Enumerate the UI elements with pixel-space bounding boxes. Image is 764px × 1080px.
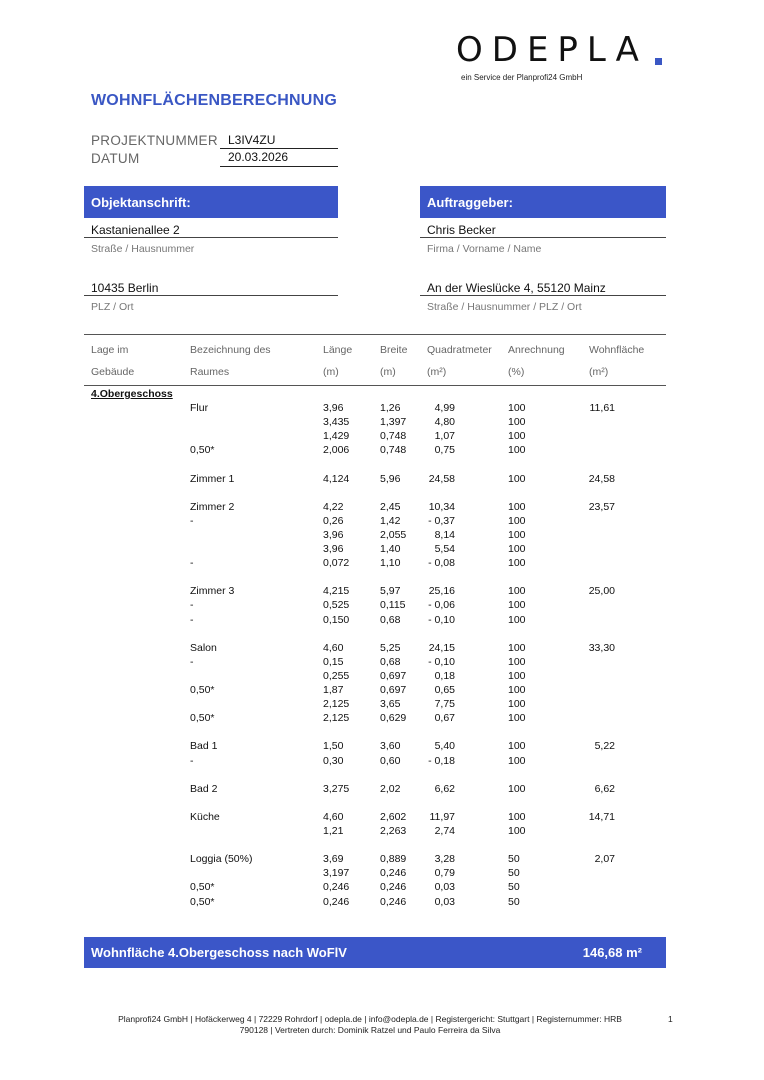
cell-len: 4,215 xyxy=(323,585,350,598)
cell-len: 0,150 xyxy=(323,613,350,626)
cell-qm: 0,67 xyxy=(434,712,455,725)
cell-wid: 0,748 xyxy=(380,444,407,457)
cell-wf: 24,58 xyxy=(588,472,615,485)
cell-len: 0,072 xyxy=(323,557,350,570)
cell-name: Zimmer 1 xyxy=(190,472,235,485)
cell-wid: 0,68 xyxy=(380,655,401,668)
cell-pct: 100 xyxy=(508,402,526,414)
cell-qm: 0,79 xyxy=(434,867,455,880)
cell-wid: 2,055 xyxy=(380,528,407,541)
client-name-underline xyxy=(420,237,666,238)
cell-wid: 2,263 xyxy=(380,825,407,837)
col-header-area: Quadratmeter xyxy=(427,344,492,356)
page-number: 1 xyxy=(668,1014,673,1024)
col-header-area-unit: (m²) xyxy=(427,366,447,378)
project-number-value: L3IV4ZU xyxy=(228,133,276,147)
cell-wid: 1,42 xyxy=(380,514,401,527)
cell-len: 1,50 xyxy=(323,740,344,753)
cell-wf: 5,22 xyxy=(594,740,615,753)
client-address-label: Straße / Hausnummer / PLZ / Ort xyxy=(427,301,582,313)
footer-line-1: Planprofi24 GmbH | Hofäckerweg 4 | 72229 Rohrdorf | odepla.de | info@odepla.de | Registergericht: Stuttgart | Registernummer: HRB xyxy=(118,1014,622,1024)
cell-len: 3,96 xyxy=(323,543,344,555)
cell-wid: 2,45 xyxy=(380,500,401,513)
cell-qm: - 0,10 xyxy=(428,613,455,626)
cell-len: 3,435 xyxy=(323,416,350,429)
logo-dot xyxy=(655,58,662,65)
cell-name: 0,50* xyxy=(190,895,215,908)
cell-pct: 100 xyxy=(508,599,526,612)
cell-qm: 5,40 xyxy=(434,740,455,753)
cell-wid: 5,97 xyxy=(380,585,401,598)
cell-wid: 1,26 xyxy=(380,402,401,414)
cell-wid: 0,697 xyxy=(380,684,407,696)
cell-pct: 100 xyxy=(508,430,526,443)
cell-len: 1,429 xyxy=(323,430,350,443)
col-header-width: Breite xyxy=(380,344,408,356)
total-bar xyxy=(84,937,666,968)
col-header-width-unit: (m) xyxy=(380,366,396,378)
table-header-rule xyxy=(84,385,666,386)
cell-name: - xyxy=(190,754,194,767)
cell-len: 0,26 xyxy=(323,514,344,527)
cell-pct: 100 xyxy=(508,712,526,725)
cell-pct: 100 xyxy=(508,825,526,837)
cell-name: Bad 2 xyxy=(190,782,218,795)
total-label: Wohnfläche 4.Obergeschoss nach WoFlV xyxy=(91,945,347,960)
col-header-length: Länge xyxy=(323,344,353,356)
cell-wid: 0,629 xyxy=(380,712,407,725)
cell-wf: 23,57 xyxy=(588,500,615,513)
cell-qm: 0,03 xyxy=(434,895,455,908)
cell-pct: 100 xyxy=(508,472,526,485)
cell-pct: 100 xyxy=(508,514,526,527)
cell-pct: 100 xyxy=(508,698,526,711)
cell-wf: 33,30 xyxy=(588,641,615,654)
cell-len: 3,96 xyxy=(323,402,344,414)
total-value: 146,68 m² xyxy=(582,945,642,960)
client-address-value: An der Wieslücke 4, 55120 Mainz xyxy=(427,281,606,295)
cell-qm: 6,62 xyxy=(434,782,455,795)
col-header-room-2: Raumes xyxy=(190,366,230,378)
cell-name: Salon xyxy=(190,641,217,654)
object-city-value: 10435 Berlin xyxy=(91,281,159,295)
cell-name: 0,50* xyxy=(190,444,215,457)
col-header-share-unit: (%) xyxy=(508,366,525,378)
cell-qm: 10,34 xyxy=(428,500,455,513)
cell-qm: 11,97 xyxy=(429,810,455,823)
footer-line-2: 790128 | Vertreten durch: Dominik Ratzel und Paulo Ferreira da Silva xyxy=(239,1025,501,1035)
cell-pct: 100 xyxy=(508,444,526,457)
floor-heading: 4.Obergeschoss xyxy=(91,388,173,400)
cell-qm: 4,80 xyxy=(434,416,455,429)
cell-qm: - 0,06 xyxy=(428,599,455,612)
cell-qm: 0,65 xyxy=(434,684,455,696)
col-header-living-area-unit: (m²) xyxy=(589,366,609,378)
cell-wf: 11,61 xyxy=(589,402,615,414)
document-title: WOHNFLÄCHENBERECHNUNG xyxy=(91,92,337,109)
cell-qm: 25,16 xyxy=(428,585,455,598)
cell-wid: 0,60 xyxy=(380,754,401,767)
cell-pct: 100 xyxy=(508,557,526,570)
client-name-label: Firma / Vorname / Name xyxy=(427,243,542,255)
cell-len: 0,30 xyxy=(323,754,344,767)
col-header-living-area: Wohnfläche xyxy=(589,344,645,356)
cell-len: 4,60 xyxy=(323,810,344,823)
cell-pct: 100 xyxy=(508,810,526,823)
cell-wid: 1,40 xyxy=(380,543,401,555)
col-header-length-unit: (m) xyxy=(323,366,339,378)
col-header-room: Bezeichnung des xyxy=(190,344,271,356)
cell-pct: 100 xyxy=(508,543,526,555)
cell-pct: 100 xyxy=(508,416,526,429)
cell-pct: 100 xyxy=(508,528,526,541)
cell-pct: 100 xyxy=(508,754,526,767)
cell-wid: 5,25 xyxy=(380,641,401,654)
cell-wf: 6,62 xyxy=(594,782,615,795)
cell-qm: - 0,37 xyxy=(428,514,455,527)
cell-len: 2,006 xyxy=(323,444,350,457)
date-label: DATUM xyxy=(91,151,140,166)
cell-wid: 1,397 xyxy=(380,416,407,429)
cell-wid: 0,748 xyxy=(380,430,407,443)
cell-qm: - 0,18 xyxy=(428,754,455,767)
cell-qm: 3,28 xyxy=(434,853,455,866)
cell-name: Flur xyxy=(190,402,209,414)
footer xyxy=(96,1014,644,1036)
cell-len: 2,125 xyxy=(323,712,350,725)
cell-name: Bad 1 xyxy=(190,740,218,753)
logo-wordmark: ODEPLA xyxy=(456,30,648,70)
cell-name: - xyxy=(190,599,194,612)
cell-qm: - 0,10 xyxy=(428,655,455,668)
object-city-underline xyxy=(84,295,338,296)
cell-wid: 3,60 xyxy=(380,740,401,753)
cell-len: 4,124 xyxy=(323,472,350,485)
cell-len: 0,246 xyxy=(323,895,350,908)
cell-len: 2,125 xyxy=(323,698,350,711)
cell-len: 3,197 xyxy=(323,867,350,880)
cell-pct: 100 xyxy=(508,500,526,513)
project-number-underline xyxy=(220,148,338,149)
client-name-value: Chris Becker xyxy=(427,223,496,237)
cell-pct: 100 xyxy=(508,641,526,654)
cell-wid: 2,02 xyxy=(380,782,401,795)
cell-wid: 0,246 xyxy=(380,881,407,894)
cell-wid: 0,246 xyxy=(380,895,407,908)
cell-wid: 2,602 xyxy=(380,810,407,823)
client-address-underline xyxy=(420,295,666,296)
cell-wid: 0,246 xyxy=(380,867,407,880)
cell-len: 3,69 xyxy=(323,853,344,866)
cell-name: - xyxy=(190,655,194,668)
cell-pct: 100 xyxy=(508,782,526,795)
cell-name: - xyxy=(190,514,194,527)
cell-name: Loggia (50%) xyxy=(190,853,253,866)
cell-pct: 100 xyxy=(508,684,526,696)
object-street-underline xyxy=(84,237,338,238)
cell-len: 4,60 xyxy=(323,641,344,654)
cell-wf: 2,07 xyxy=(594,853,615,866)
cell-qm: 7,75 xyxy=(434,698,455,711)
cell-pct: 50 xyxy=(508,853,520,866)
cell-qm: 5,54 xyxy=(434,543,455,555)
object-street-value: Kastanienallee 2 xyxy=(91,223,180,237)
cell-wid: 1,10 xyxy=(380,557,401,570)
cell-qm: 0,75 xyxy=(434,444,455,457)
date-value: 20.03.2026 xyxy=(228,150,289,164)
cell-qm: 0,18 xyxy=(434,669,455,682)
cell-name: Küche xyxy=(190,810,220,823)
cell-name: - xyxy=(190,557,194,570)
cell-pct: 100 xyxy=(508,655,526,668)
cell-pct: 100 xyxy=(508,669,526,682)
cell-name: Zimmer 3 xyxy=(190,585,235,598)
cell-len: 3,96 xyxy=(323,528,344,541)
table-top-rule xyxy=(84,334,666,335)
cell-wf: 25,00 xyxy=(588,585,615,598)
cell-len: 0,246 xyxy=(323,881,350,894)
client-header: Auftraggeber: xyxy=(420,186,666,218)
cell-wid: 3,65 xyxy=(380,698,401,711)
cell-name: Zimmer 2 xyxy=(190,500,235,513)
cell-qm: - 0,08 xyxy=(428,557,455,570)
object-street-label: Straße / Hausnummer xyxy=(91,243,195,255)
cell-qm: 8,14 xyxy=(434,528,455,541)
cell-wid: 5,96 xyxy=(380,472,401,485)
cell-len: 4,22 xyxy=(323,500,344,513)
cell-pct: 100 xyxy=(508,613,526,626)
object-address-header: Objektanschrift: xyxy=(84,186,338,218)
cell-qm: 24,15 xyxy=(428,641,455,654)
cell-len: 1,87 xyxy=(323,684,344,696)
cell-wid: 0,889 xyxy=(380,853,407,866)
cell-qm: 2,74 xyxy=(434,825,455,837)
cell-pct: 50 xyxy=(508,867,520,880)
cell-len: 3,275 xyxy=(323,782,350,795)
cell-pct: 100 xyxy=(508,585,526,598)
cell-pct: 50 xyxy=(508,895,520,908)
cell-qm: 1,07 xyxy=(434,430,455,443)
cell-len: 0,255 xyxy=(323,669,350,682)
date-underline xyxy=(220,166,338,167)
logo-subtitle: ein Service der Planprofi24 GmbH xyxy=(461,73,583,82)
cell-pct: 50 xyxy=(508,881,520,894)
cell-wid: 0,68 xyxy=(380,613,401,626)
cell-qm: 24,58 xyxy=(428,472,455,485)
cell-len: 0,15 xyxy=(323,655,344,668)
col-header-location: Lage im xyxy=(91,344,129,356)
cell-wid: 0,115 xyxy=(380,599,406,612)
cell-pct: 100 xyxy=(508,740,526,753)
project-number-label: PROJEKTNUMMER xyxy=(91,133,218,148)
cell-len: 1,21 xyxy=(323,825,344,837)
cell-name: 0,50* xyxy=(190,881,215,894)
cell-qm: 0,03 xyxy=(434,881,455,894)
cell-qm: 4,99 xyxy=(434,402,455,414)
col-header-location-2: Gebäude xyxy=(91,366,135,378)
cell-name: - xyxy=(190,613,194,626)
cell-name: 0,50* xyxy=(190,712,215,725)
cell-name: 0,50* xyxy=(190,684,215,696)
cell-wf: 14,71 xyxy=(588,810,615,823)
col-header-share: Anrechnung xyxy=(508,344,565,356)
object-city-label: PLZ / Ort xyxy=(91,301,134,313)
cell-wid: 0,697 xyxy=(380,669,407,682)
cell-len: 0,525 xyxy=(323,599,350,612)
